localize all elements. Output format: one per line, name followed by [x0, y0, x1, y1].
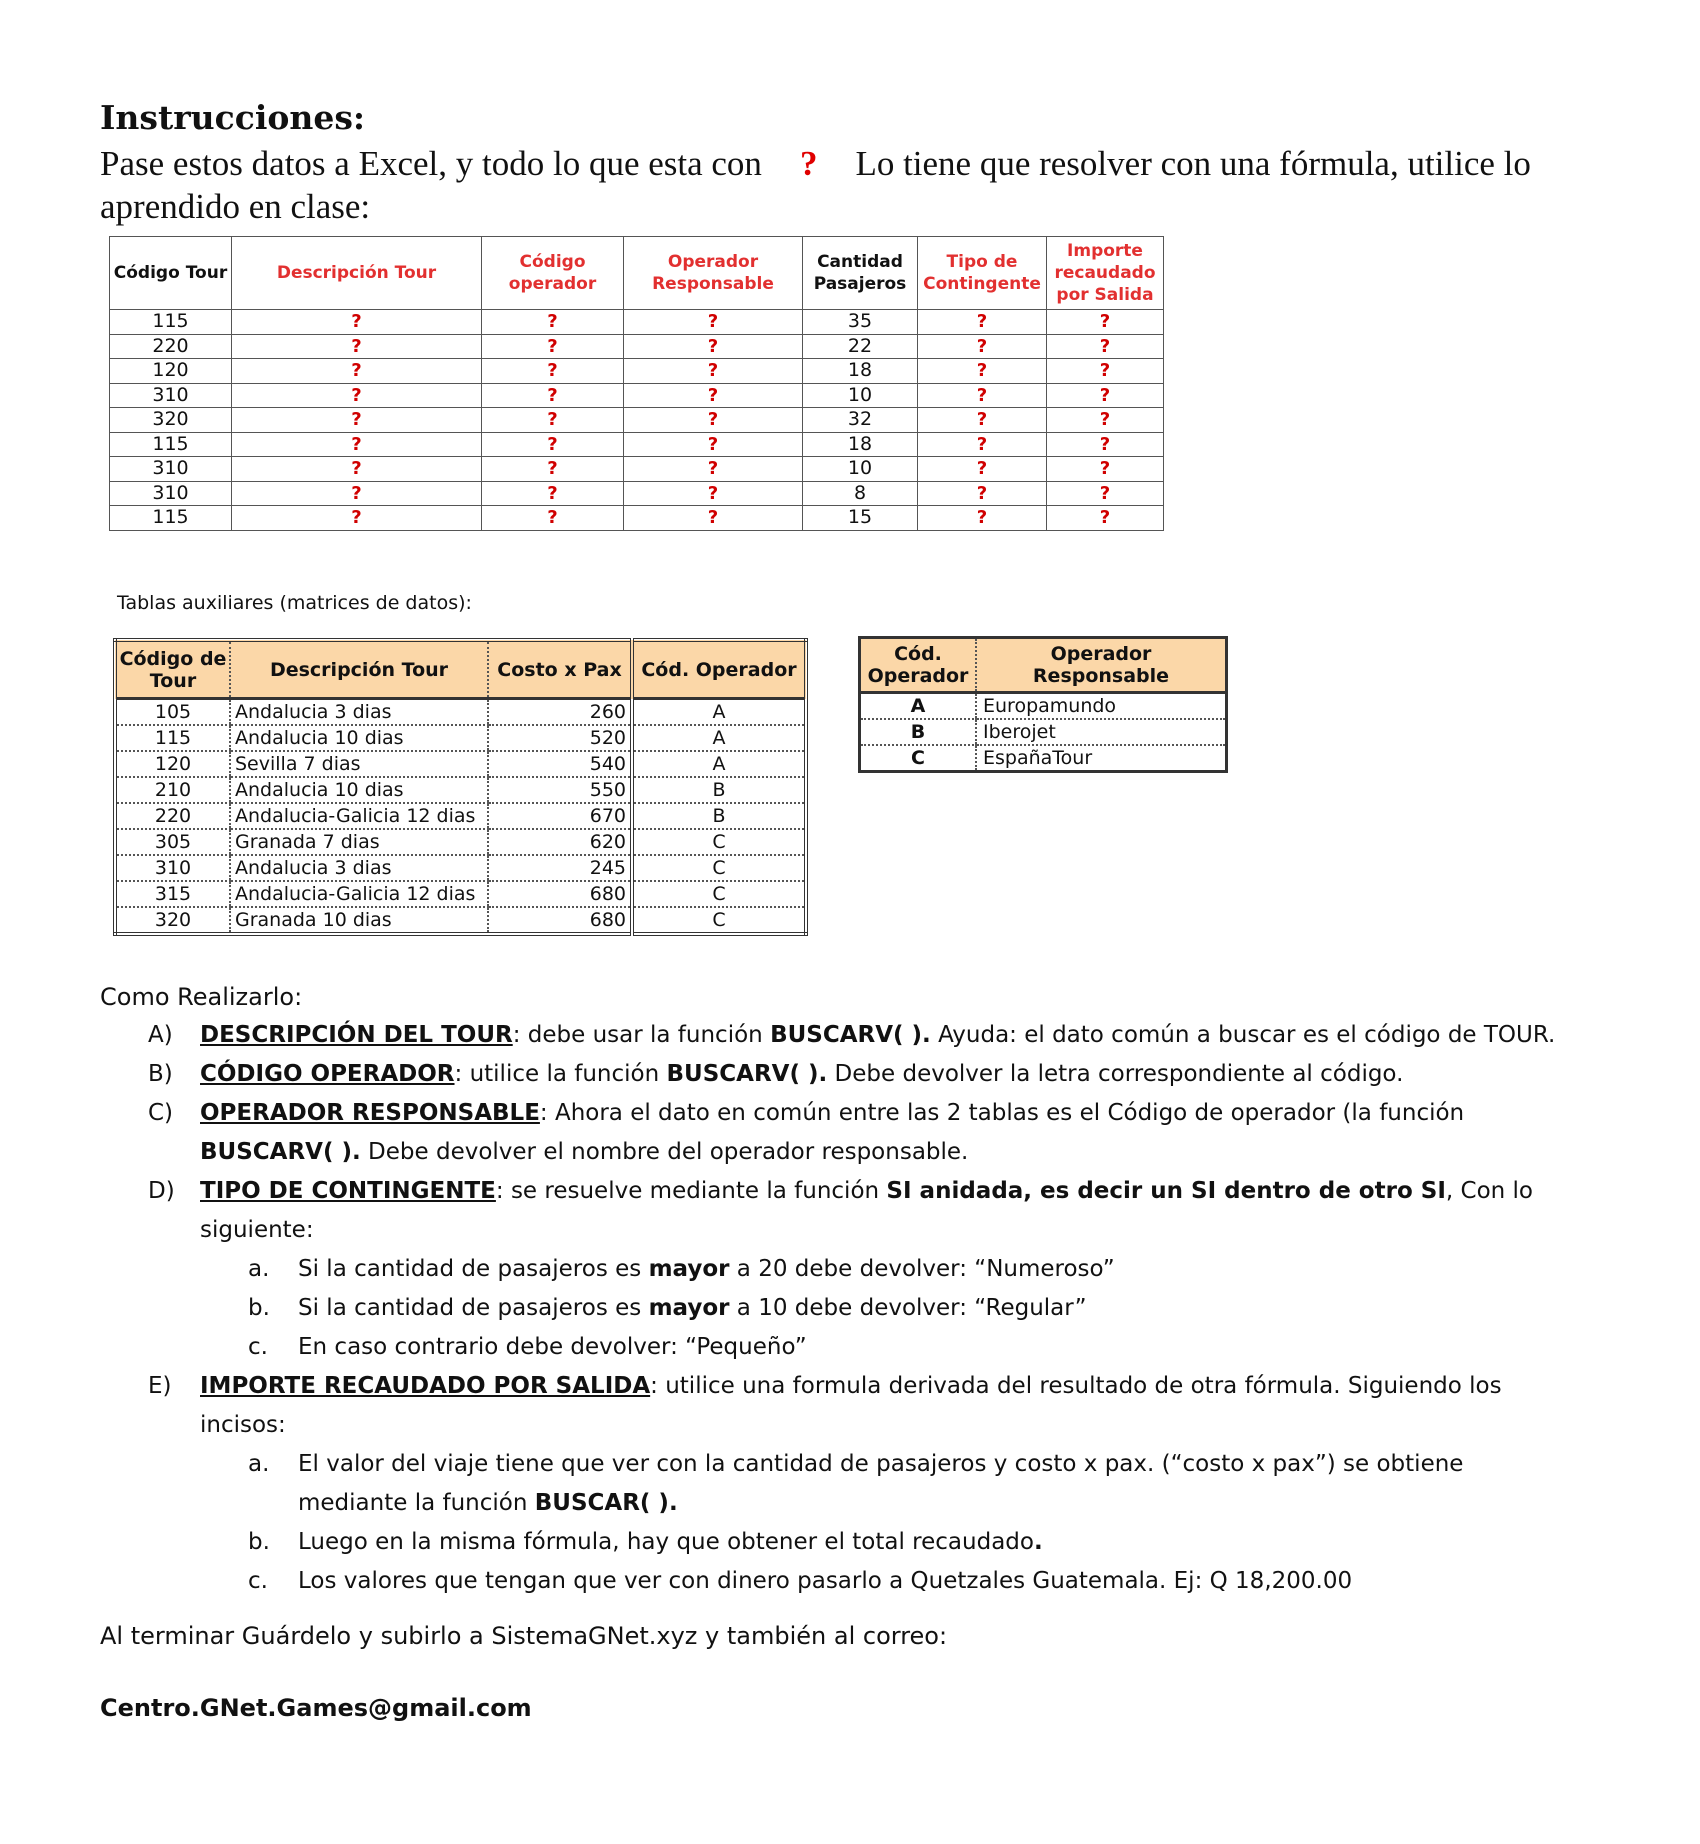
step-text-part: : utilice una formula derivada del resultado de otra fórmula. Siguiendo los incisos: [200, 1373, 1502, 1438]
step-text [200, 1016, 1555, 1055]
aux1-row [115, 855, 806, 881]
sub-text-part: a 20 debe devolver: “Numeroso” [729, 1256, 1115, 1282]
step-title: OPERADOR RESPONSABLE [200, 1100, 540, 1126]
pending-cell: ? [918, 481, 1047, 506]
pending-cell: ? [232, 334, 482, 359]
sub-text-part: Si la cantidad de pasajeros es [298, 1295, 649, 1321]
tour-code-cell: 210 [115, 777, 230, 803]
step-text-part: : se resuelve mediante la función [495, 1178, 887, 1204]
step-a [148, 1016, 1578, 1055]
operator-code-cell: A [632, 699, 806, 726]
step-title: DESCRIPCIÓN DEL TOUR [200, 1022, 513, 1048]
aux2-header-cod-operador: Cód. Operador [860, 638, 977, 693]
pending-cell: ? [1047, 310, 1164, 335]
cost-cell: 520 [488, 725, 632, 751]
pending-cell: ? [918, 359, 1047, 384]
data-cell: 18 [803, 359, 918, 384]
intro-paragraph [100, 142, 1620, 228]
data-cell: 10 [803, 457, 918, 482]
tour-code-cell: 315 [115, 881, 230, 907]
main-table-row [110, 432, 1164, 457]
aux1-row [115, 907, 806, 934]
aux2-row [860, 719, 1227, 745]
step-text-part: , Con lo siguiente: [200, 1178, 1533, 1243]
main-table-row [110, 359, 1164, 384]
pending-cell: ? [1047, 506, 1164, 531]
sub-bold-part: BUSCAR( ). [534, 1490, 678, 1516]
main-table-row [110, 408, 1164, 433]
aux1-row [115, 699, 806, 726]
main-table-row [110, 457, 1164, 482]
operator-code-cell: A [632, 725, 806, 751]
operator-name-cell: EspañaTour [976, 745, 1227, 772]
pending-cell: ? [1047, 432, 1164, 457]
pending-cell: ? [918, 457, 1047, 482]
cost-cell: 620 [488, 829, 632, 855]
step-bold-part: BUSCARV( ). [666, 1061, 828, 1087]
step-text [200, 1172, 1578, 1250]
pending-cell: ? [918, 310, 1047, 335]
aux2-header-row [860, 638, 1227, 693]
sub-text [298, 1523, 1043, 1562]
tour-code-cell: 310 [115, 855, 230, 881]
step-e-sub-b [148, 1523, 1578, 1562]
cost-cell: 540 [488, 751, 632, 777]
pending-cell: ? [482, 383, 624, 408]
sub-text-part: Luego en la misma fórmula, hay que obtener el total recaudado [298, 1529, 1034, 1555]
step-text-part: : Ahora el dato en común entre las 2 tablas es el Código de operador (la función [539, 1100, 1465, 1126]
pending-cell: ? [232, 432, 482, 457]
aux1-row [115, 829, 806, 855]
page-title: Instrucciones: [100, 98, 366, 137]
main-header-codigo-operador: Código operador [482, 237, 624, 310]
pending-cell: ? [624, 457, 803, 482]
pending-cell: ? [232, 457, 482, 482]
step-title: CÓDIGO OPERADOR [200, 1061, 455, 1087]
data-cell: 10 [803, 383, 918, 408]
operator-name-cell: Iberojet [976, 719, 1227, 745]
aux2-row [860, 693, 1227, 720]
operator-code-cell: B [632, 777, 806, 803]
pending-cell: ? [232, 408, 482, 433]
sub-bold-part: . [1033, 1529, 1043, 1555]
step-label: E) [148, 1373, 172, 1399]
step-label: C) [148, 1100, 174, 1126]
pending-cell: ? [482, 457, 624, 482]
data-cell: 310 [110, 383, 232, 408]
pending-cell: ? [232, 383, 482, 408]
step-d-sub-c [148, 1328, 1578, 1367]
contact-email: Centro.GNet.Games@gmail.com [100, 1694, 532, 1722]
step-bold-part: BUSCARV( ). [770, 1022, 931, 1048]
sub-text-part: El valor del viaje tiene que ver con la cantidad de pasajeros y costo x pax. (“costo x pax”) se obtiene mediante la función [298, 1451, 1464, 1516]
steps-list [148, 1016, 1578, 1601]
main-data-table [109, 236, 1164, 531]
step-e-sub-a [148, 1445, 1578, 1523]
sub-text [298, 1562, 1352, 1601]
step-bold-part: SI anidada, es decir un SI dentro de otro SI [886, 1178, 1446, 1204]
tour-description-cell: Andalucia 3 dias [230, 699, 488, 726]
sub-label: b. [248, 1529, 270, 1555]
step-d [148, 1172, 1578, 1250]
data-cell: 115 [110, 506, 232, 531]
sub-label: b. [248, 1295, 270, 1321]
tour-description-cell: Granada 7 dias [230, 829, 488, 855]
pending-cell: ? [918, 408, 1047, 433]
step-label: A) [148, 1022, 173, 1048]
pending-cell: ? [482, 506, 624, 531]
como-realizarlo-heading: Como Realizarlo: [100, 983, 303, 1011]
operator-code-cell: C [911, 747, 925, 769]
tour-code-cell: 120 [115, 751, 230, 777]
main-table-row [110, 481, 1164, 506]
aux1-header-descripcion: Descripción Tour [230, 640, 488, 699]
pending-cell: ? [624, 481, 803, 506]
aux2-header-operador: Operador Responsable [976, 638, 1227, 693]
main-header-codigo-tour: Código Tour [110, 237, 232, 310]
pending-cell: ? [624, 408, 803, 433]
sub-label: a. [248, 1451, 270, 1477]
tour-code-cell: 220 [115, 803, 230, 829]
pending-cell: ? [624, 506, 803, 531]
cost-cell: 680 [488, 907, 632, 934]
main-header-operador-responsable: Operador Responsable [624, 237, 803, 310]
tour-code-cell: 305 [115, 829, 230, 855]
tour-code-cell: 320 [154, 909, 192, 931]
cost-cell: 680 [488, 881, 632, 907]
tour-description-cell: Andalucia 3 dias [230, 855, 488, 881]
pending-cell: ? [624, 383, 803, 408]
pending-cell: ? [1047, 383, 1164, 408]
step-text [200, 1055, 1403, 1094]
pending-cell: ? [918, 506, 1047, 531]
operator-code-cell: B [860, 719, 977, 745]
operator-name-cell: Europamundo [976, 693, 1227, 720]
aux-tables-caption: Tablas auxiliares (matrices de datos): [117, 592, 472, 614]
step-text-part: : utilice la función [454, 1061, 667, 1087]
step-text [200, 1094, 1578, 1172]
aux-table-operadores [858, 636, 1228, 773]
data-cell: 8 [803, 481, 918, 506]
aux1-header-cod-operador: Cód. Operador [632, 640, 806, 699]
sub-text [298, 1289, 1087, 1328]
aux1-row [115, 881, 806, 907]
sub-text-part: En caso contrario debe devolver: “Pequeño” [298, 1334, 807, 1360]
pending-cell: ? [232, 359, 482, 384]
pending-cell: ? [624, 432, 803, 457]
pending-cell: ? [482, 481, 624, 506]
main-table-row [110, 334, 1164, 359]
sub-label: a. [248, 1256, 270, 1282]
aux1-header-codigo: Código de Tour [115, 640, 230, 699]
step-e-sub-c [148, 1562, 1578, 1601]
aux1-header-row [115, 640, 806, 699]
sub-bold-part: mayor [648, 1295, 730, 1321]
step-text-part: Ayuda: el dato común a buscar es el código de TOUR. [930, 1022, 1556, 1048]
aux2-row [860, 745, 1227, 772]
data-cell: 310 [110, 457, 232, 482]
aux1-row [115, 777, 806, 803]
pending-cell: ? [482, 310, 624, 335]
operator-code-cell: C [632, 829, 806, 855]
sub-label: c. [248, 1568, 268, 1594]
data-cell: 310 [110, 481, 232, 506]
main-table-header-row [110, 237, 1164, 310]
aux1-header-costo: Costo x Pax [488, 640, 632, 699]
step-title: IMPORTE RECAUDADO POR SALIDA [200, 1373, 651, 1399]
data-cell: 115 [110, 432, 232, 457]
pending-cell: ? [482, 408, 624, 433]
main-header-tipo-contingente: Tipo de Contingente [918, 237, 1047, 310]
pending-cell: ? [482, 359, 624, 384]
step-bold-part: BUSCARV( ). [200, 1139, 361, 1165]
step-d-sub-b [148, 1289, 1578, 1328]
operator-code-cell: B [632, 803, 806, 829]
tour-code-cell: 115 [115, 725, 230, 751]
data-cell: 18 [803, 432, 918, 457]
tour-code-cell: 105 [115, 699, 230, 726]
sub-text-part: Si la cantidad de pasajeros es [298, 1256, 649, 1282]
data-cell: 120 [110, 359, 232, 384]
main-header-importe: Importe recaudado por Salida [1047, 237, 1164, 310]
data-cell: 220 [110, 334, 232, 359]
aux-table-tours [113, 638, 808, 936]
sub-text [298, 1328, 807, 1367]
pending-cell: ? [1047, 457, 1164, 482]
data-cell: 15 [803, 506, 918, 531]
main-table-row [110, 310, 1164, 335]
aux1-row [115, 751, 806, 777]
intro-text-1: Pase estos datos a Excel, y todo lo que esta con [100, 144, 762, 183]
pending-cell: ? [1047, 334, 1164, 359]
tour-description-cell: Andalucia-Galicia 12 dias [230, 881, 488, 907]
pending-cell: ? [918, 383, 1047, 408]
pending-cell: ? [1047, 408, 1164, 433]
step-e [148, 1367, 1578, 1445]
step-label: D) [148, 1178, 175, 1204]
pending-cell: ? [1047, 359, 1164, 384]
pending-cell: ? [918, 334, 1047, 359]
step-title: TIPO DE CONTINGENTE [200, 1178, 496, 1204]
tour-description-cell: Andalucia-Galicia 12 dias [230, 803, 488, 829]
tour-description-cell: Andalucia 10 dias [230, 777, 488, 803]
pending-cell: ? [624, 334, 803, 359]
aux1-row [115, 803, 806, 829]
intro-text-2: Lo tiene que resolver con una fórmula, utilice lo aprendido en clase: [100, 144, 1531, 226]
pending-cell: ? [232, 310, 482, 335]
step-c [148, 1094, 1578, 1172]
step-text-part: : debe usar la función [512, 1022, 771, 1048]
cost-cell: 670 [488, 803, 632, 829]
pending-cell: ? [624, 359, 803, 384]
sub-text [298, 1445, 1578, 1523]
main-table-row [110, 506, 1164, 531]
aux1-row [115, 725, 806, 751]
data-cell: 320 [110, 408, 232, 433]
cost-cell: 245 [488, 855, 632, 881]
pending-cell: ? [482, 432, 624, 457]
data-cell: 22 [803, 334, 918, 359]
data-cell: 115 [110, 310, 232, 335]
operator-code-cell: A [632, 751, 806, 777]
operator-code-cell: C [632, 855, 806, 881]
operator-code-cell: C [632, 907, 806, 934]
tour-description-cell: Andalucia 10 dias [230, 725, 488, 751]
data-cell: 35 [803, 310, 918, 335]
pending-cell: ? [482, 334, 624, 359]
sub-text [298, 1250, 1115, 1289]
pending-cell: ? [624, 310, 803, 335]
pending-cell: ? [232, 506, 482, 531]
footer-instruction: Al terminar Guárdelo y subirlo a SistemaGNet.xyz y también al correo: [100, 1622, 948, 1650]
step-text [200, 1367, 1578, 1445]
step-b [148, 1055, 1578, 1094]
tour-description-cell: Granada 10 dias [230, 907, 488, 934]
tour-description-cell: Sevilla 7 dias [230, 751, 488, 777]
operator-code-cell: C [632, 881, 806, 907]
main-header-cantidad-pasajeros: Cantidad Pasajeros [803, 237, 918, 310]
operator-code-cell: A [860, 693, 977, 720]
step-text-part: Debe devolver el nombre del operador responsable. [360, 1139, 969, 1165]
sub-label: c. [248, 1334, 268, 1360]
question-mark: ? [799, 144, 818, 183]
main-table-row [110, 383, 1164, 408]
sub-bold-part: mayor [648, 1256, 730, 1282]
main-header-descripcion: Descripción Tour [232, 237, 482, 310]
pending-cell: ? [918, 432, 1047, 457]
step-label: B) [148, 1061, 173, 1087]
cost-cell: 260 [488, 699, 632, 726]
pending-cell: ? [232, 481, 482, 506]
step-text-part: Debe devolver la letra correspondiente al código. [827, 1061, 1404, 1087]
sub-text-part: Los valores que tengan que ver con dinero pasarlo a Quetzales Guatemala. Ej: Q 18,200.00 [298, 1568, 1353, 1594]
data-cell: 32 [803, 408, 918, 433]
cost-cell: 550 [488, 777, 632, 803]
sub-text-part: a 10 debe devolver: “Regular” [729, 1295, 1087, 1321]
pending-cell: ? [1047, 481, 1164, 506]
step-d-sub-a [148, 1250, 1578, 1289]
